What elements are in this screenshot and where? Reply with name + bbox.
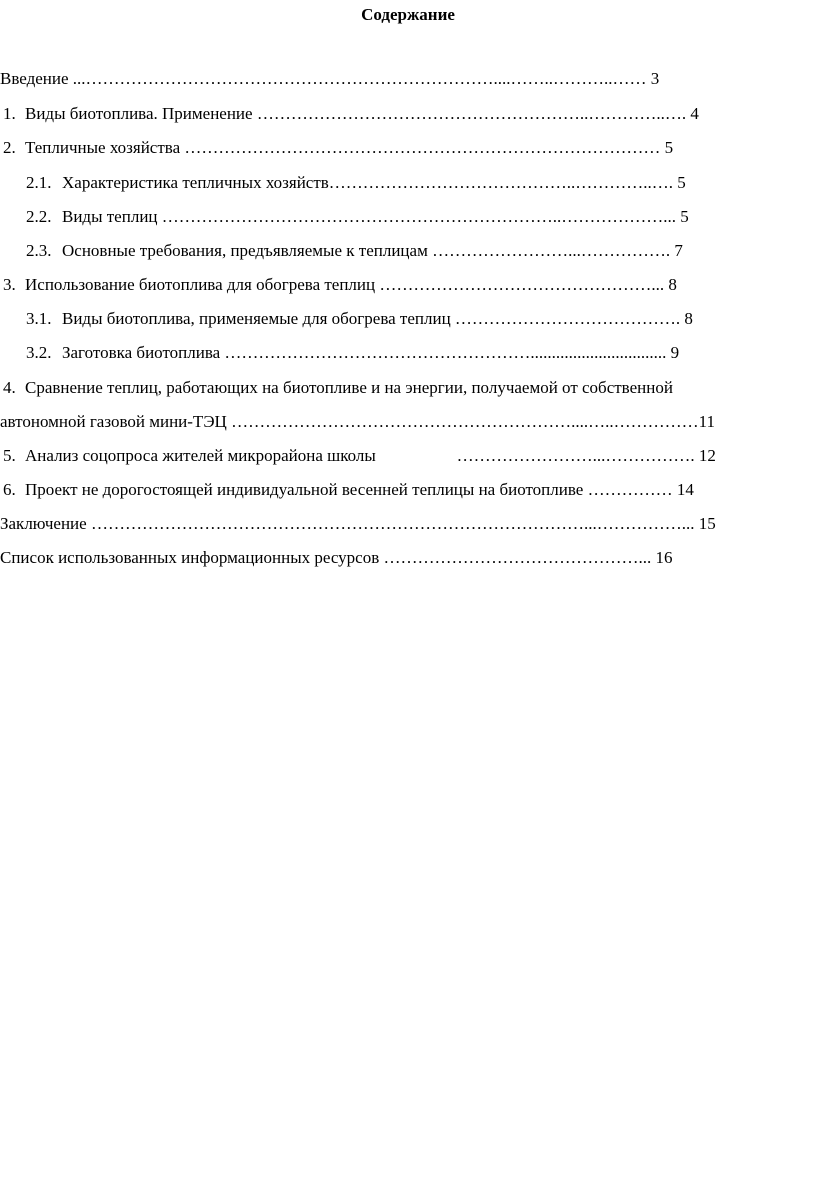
toc-entry-2-3 [26,240,683,262]
toc-entry-5 [3,445,716,467]
toc-entry-text: Проект не дорогостоящей индивидуальной весенней теплицы на биотопливе …………… 14 [25,480,694,499]
toc-entry-intro [0,68,659,90]
toc-entry-text: автономной газовой мини-ТЭЦ ……………………………………………………....…..……………11 [0,412,715,431]
toc-entry-text: Анализ соцопроса жителей микрорайона школы ……………………...……………. 12 [25,446,716,465]
toc-entry-number: 2. [3,138,16,157]
toc-entry-number: 4. [3,378,16,397]
toc-title: Содержание [361,5,455,24]
toc-entry-text: Основные требования, предъявляемые к теплицам ……………………...……………. 7 [62,241,683,260]
toc-entry-number: 3. [3,275,16,294]
toc-entry-number: 6. [3,480,16,499]
toc-entry-conclusion [0,513,716,535]
toc-entry-text: Тепличные хозяйства ………………………………………………………………………… 5 [25,138,674,157]
toc-entry-2-1 [26,172,686,194]
toc-entry-text: Виды теплиц ……………………………………………………………..………………... 5 [62,207,689,226]
toc-entry-1 [3,103,699,125]
toc-entry-text: Список использованных информационных ресурсов ………………………………………... 16 [0,548,673,567]
toc-entry-6 [3,479,694,501]
toc-entry-text: Характеристика тепличных хозяйств……………………………………..…………..…. 5 [62,173,686,192]
toc-entry-text: Заготовка биотоплива ………………………………………………................................ 9 [62,343,680,362]
toc-entry-text: Виды биотоплива, применяемые для обогрева теплиц …………………………………. 8 [62,309,693,328]
toc-entry-3 [3,274,677,296]
toc-entry-text: Введение ...………………………………………………………………....……..………..…… 3 [0,69,660,88]
toc-entry-2-2 [26,206,689,228]
toc-entry-text: Использование биотоплива для обогрева теплиц …………………………………………... 8 [25,275,677,294]
toc-entry-3-2 [26,342,679,364]
toc-entry-references [0,547,673,569]
toc-entry-4 [3,377,673,399]
toc-entry-text: Сравнение теплиц, работающих на биотопливе и на энергии, получаемой от собственной [25,378,673,397]
toc-entry-text: Виды биотоплива. Применение …………………………………………………..…………..…. 4 [25,104,699,123]
toc-entry-number: 2.1. [26,173,52,192]
toc-entry-4-continued [0,411,715,433]
toc-entry-number: 3.2. [26,343,52,362]
toc-entry-number: 5. [3,446,16,465]
toc-entry-number: 2.2. [26,207,52,226]
toc-entry-number: 1. [3,104,16,123]
toc-entry-number: 3.1. [26,309,52,328]
toc-entry-3-1 [26,308,693,330]
toc-entry-text: Заключение ……………………………………………………………………………...……………... 15 [0,514,716,533]
toc-entry-2 [3,137,673,159]
toc-entry-number: 2.3. [26,241,52,260]
